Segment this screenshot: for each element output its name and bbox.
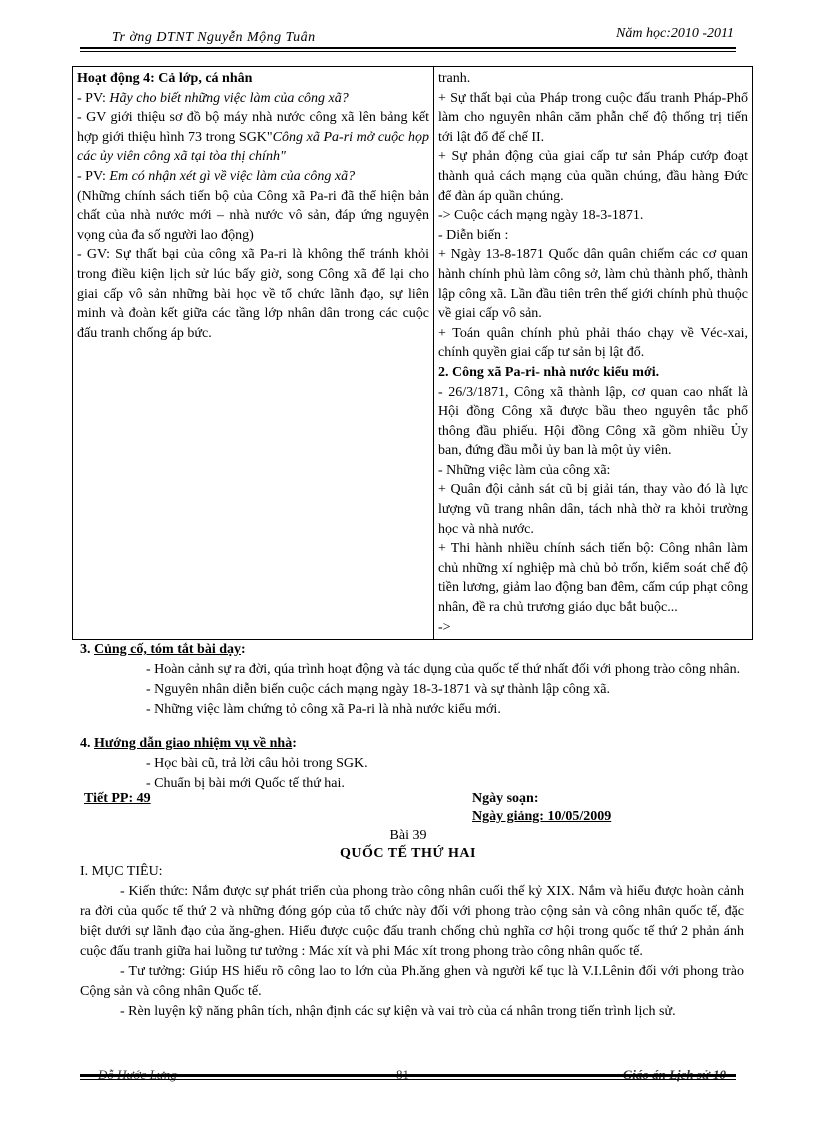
content-line: tranh. — [438, 71, 471, 86]
expected-answer: (Những chính sách tiến bộ của Công xã Pa-ri đã thể hiện bản chất của nhà nước mới – nhà nước vô sản, đáp ứng nguyện vọng của đa số người lao động) — [77, 188, 429, 243]
objective-item: - Rèn luyện kỹ năng phân tích, nhận định các sự kiện và vai trò của cá nhân trong tiến trình lịch sử. — [120, 1004, 676, 1019]
footer-divider-thin — [80, 1079, 736, 1080]
lesson-title: QUỐC TẾ THỨ HAI — [340, 846, 476, 861]
objectives-list — [80, 882, 744, 1022]
header-divider — [80, 47, 736, 49]
content-line: + Ngày 13-8-1871 Quốc dân quân chiếm các cơ quan hành chính phủ làm công sở, làm chủ thành phố, thành lập công xã. Lần đầu tiên trên thế giới chính phủ thuộc về giai cấp vô sản. — [438, 247, 748, 322]
header-divider-thin — [80, 51, 736, 52]
section-homework-heading: 4. Hướng dẫn giao nhiệm vụ về nhà: — [80, 736, 297, 751]
objectives-heading: I. MỤC TIÊU: — [80, 864, 163, 879]
content-line: -> — [438, 619, 451, 635]
review-item: - Những việc làm chứng tỏ công xã Pa-ri là nhà nước kiểu mới. — [146, 702, 501, 717]
content-line: - 26/3/1871, Công xã thành lập, cơ quan cao nhất là Hội đồng Công xã được bầu theo nguyên tắc phổ thông đầu phiếu. Hội đồng Công xã gồm nhiều Ủy ban, đứng đầu mỗi ủy ban là một ủy viên. — [438, 384, 748, 459]
teacher-activities-cell — [73, 67, 434, 640]
footer-document-title: Giáo án Lịch sử 10 — [622, 1067, 726, 1082]
content-line: -> Cuộc cách mạng ngày 18-3-1871. — [438, 208, 644, 224]
content-line: - Diễn biến : — [438, 227, 509, 243]
question-2: - PV: Em có nhận xét gì về việc làm của công xã? — [77, 168, 356, 184]
homework-item: - Chuẩn bị bài mới Quốc tế thứ hai. — [146, 776, 345, 791]
section-homework — [80, 734, 744, 794]
section-review — [80, 640, 744, 720]
content-line: + Sự thất bại của Pháp trong cuộc đấu tranh Pháp-Phổ làm cho nguyên nhân căm phẫn chế độ thống trị tiến tới lật đổ đế chế II. — [438, 90, 748, 145]
footer-page-number: 81 — [396, 1067, 409, 1082]
review-item: - Hoàn cảnh sự ra đời, qúa trình hoạt động và tác dụng của quốc tế thứ nhất đối với phong trào công nhân. — [146, 662, 741, 677]
content-subheading: 2. Công xã Pa-ri- nhà nước kiểu mới. — [438, 364, 660, 380]
objective-item: - Tư tưởng: Giúp HS hiểu rõ công lao to lớn của Ph.ăng ghen và người kế tục là V.I.Lênin đối với phong trào Cộng sản và công nhân Quốc tế. — [80, 964, 744, 999]
header-school-year: Năm học:2010 -2011 — [616, 26, 734, 41]
content-line: + Toán quân chính phủ phải tháo chạy về Véc-xai, chính quyền giai cấp tư sản bị lật đổ. — [438, 325, 748, 361]
footer-divider — [80, 1074, 736, 1077]
activity-heading: Hoạt động 4: Cả lớp, cá nhân — [77, 71, 253, 86]
footer-author: Đỗ Hước Lưng — [98, 1067, 177, 1082]
section-review-heading: 3. Củng cố, tóm tắt bài dạy: — [80, 642, 246, 657]
lesson-table — [72, 66, 753, 640]
teaching-date: Ngày giảng: 10/05/2009 — [472, 809, 612, 824]
teacher-conclusion: - GV: Sự thất bại của công xã Pa-ri là không thể tránh khỏi trong điều kiện lịch sử lúc bấy giờ, song Công xã để lại cho giai cấp vô sản những bài học về tổ chức lãnh đạo, sự liên minh và đoàn kết giữa các tầng lớp nhân dân trong các cuộc đấu tranh chống áp bức. — [77, 247, 429, 341]
lesson-content-cell — [434, 67, 753, 640]
teacher-intro: - GV giới thiệu sơ đồ bộ máy nhà nước công xã lên bảng kết hợp giới thiệu hình 73 trong SGK"Công xã Pa-ri mở cuộc họp các ủy viên công xã tại tòa thị chính" — [77, 110, 429, 165]
objective-item: - Kiến thức: Nắm được sự phát triển của phong trào công nhân cuối thế kỷ XIX. Nắm và hiểu được hoàn cảnh ra đời của quốc tế thứ 2 và những đóng góp của tổ chức này đối với phong trào cộng sản và công nhân quốc tế, đặc biệt dưới sự lãnh đạo của ăng-ghen. Hiểu được cuộc đấu tranh chống chủ nghĩa cơ hội trong quốc tế thứ 2 phản ánh cuộc đấu tranh giữa hai luồng tư tưởng : Mác xít và phi Mác xít trong phong trào công nhân quốc tế. — [80, 884, 744, 959]
question-1: - PV: Hãy cho biết những việc làm của công xã? — [77, 90, 349, 106]
prep-date: Ngày soạn: — [472, 791, 539, 806]
header-school: Tr ờng DTNT Nguyễn Mộng Tuân — [112, 30, 316, 45]
lesson-number: Bài 39 — [389, 828, 427, 843]
content-line: - Những việc làm của công xã: — [438, 462, 611, 478]
content-line: + Thi hành nhiều chính sách tiến bộ: Công nhân làm chủ những xí nghiệp mà chủ bỏ trốn, kiểm soát chế độ tiền lương, giảm lao động ban đêm, cấm cúp phạt công nhân, đề ra chủ trương giáo dục bắt buộc... — [438, 541, 748, 616]
content-line: + Sự phản động của giai cấp tư sản Pháp cướp đoạt thành quả cách mạng của quần chúng, đầu hàng Đức để đàn áp quần chúng. — [438, 149, 748, 204]
homework-item: - Học bài cũ, trả lời câu hỏi trong SGK. — [146, 756, 368, 771]
lesson-period: Tiết PP: 49 — [84, 791, 151, 806]
content-line: + Quân đội cảnh sát cũ bị giải tán, thay vào đó là lực lượng vũ trang nhân dân, tách nhà thờ ra khỏi trường học và nhà nước. — [438, 482, 748, 537]
review-item: - Nguyên nhân diễn biến cuộc cách mạng ngày 18-3-1871 và sự thành lập công xã. — [146, 682, 611, 697]
